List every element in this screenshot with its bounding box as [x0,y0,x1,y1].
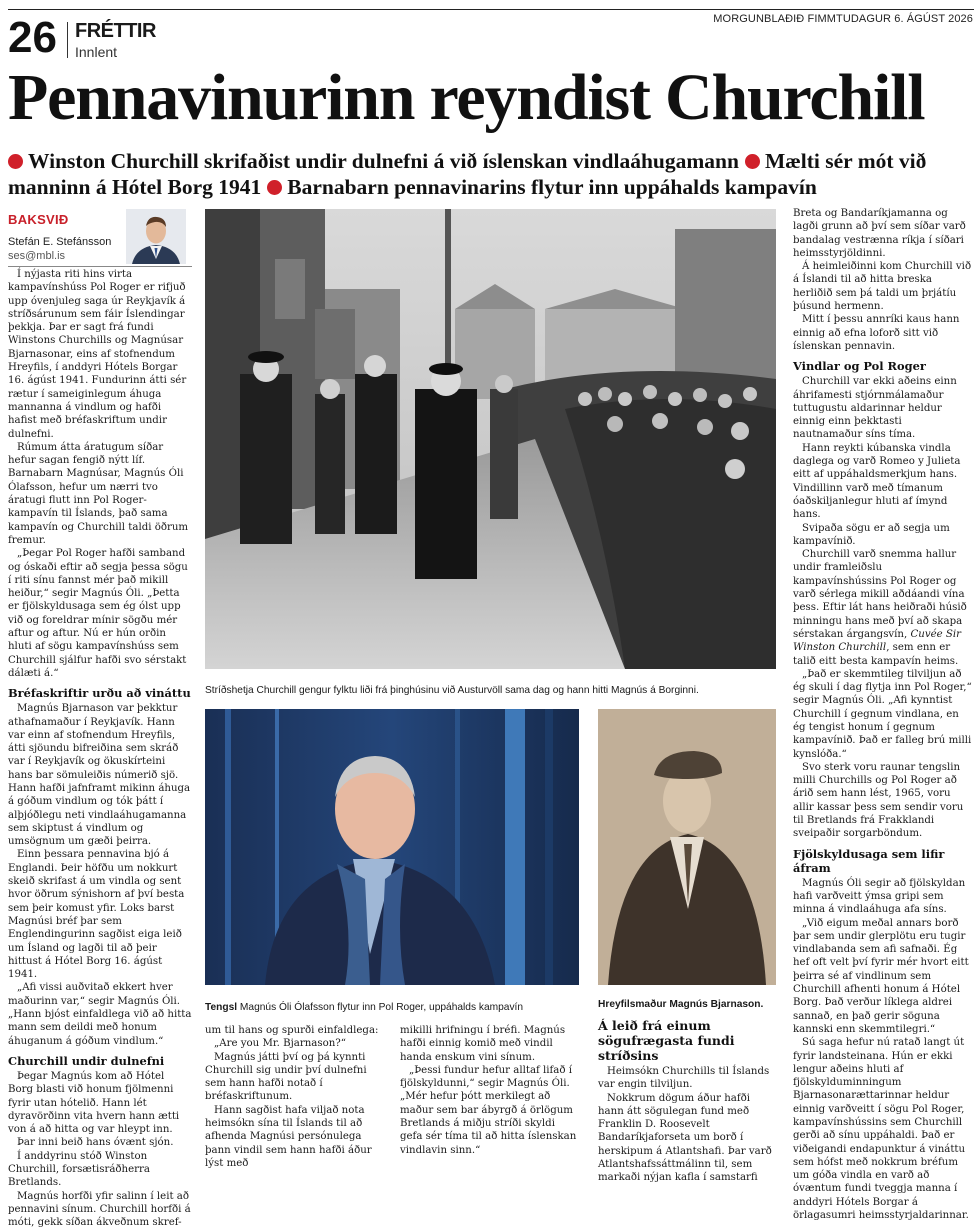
paragraph: mikilli hrifningu í bréfi. Magnús hafði einnig komið með vindil handa enskum vini sínum. [400,1025,566,1063]
main-photo-art [205,209,776,669]
author-headshot [126,209,186,264]
paragraph: Churchill var ekki aðeins einn áhrifamesti stjórnmálamaður tuttugustu aldarinnar heldur einnig einn þekktasti nautnamaður síns tíma. [793,376,957,441]
paragraph: Hann sagðist hafa viljað nota heimsókn sína til Íslands til að afhenda Magnúsi persónulega þann vindil sem hann hafði áður lýst með [205,1104,372,1169]
main-photo-churchill-walking [205,209,776,669]
byline-email[interactable]: ses@mbl.is [8,250,66,262]
subsection-label: Innlent [75,44,118,60]
paragraph: Þegar Magnús kom að Hótel Borg blasti við honum fjölmenni fyrir utan hótelið. Hann lét dyravörðinn vita hvern hann ætti von á að hitta og var hleypt inn. [8,1070,180,1136]
paragraph: Svipaða sögu er að segja um kampavínið. [793,522,950,547]
paragraph: um til hans og spurði einfaldlega: [205,1025,379,1036]
crosshead: Vindlar og Pol Roger [793,359,926,374]
paragraph: „Við eigum meðal annars borð þar sem undir glerplötu eru tugir vindlabanda sem afi safnaði. Ég hef oft velt því fyrir mér hvort eitt þeirra sé af vindlinum sem Churchill afhenti honum á Hótel Borg. Það verður líklega aldrei sannað, en það gerir söguna kannski enn skemmtilegri.“ [793,917,969,1035]
paragraph: Heimsókn Churchills til Íslands var engin tilviljun. [598,1066,770,1091]
portrait-caption [205,1001,579,1014]
paragraph: Hann reykti kúbanska vindla daglega og varð Romeo y Julieta eitt af uppáhaldsmerkjum hans. Vindillinn varð með tímanum óaðskiljanlegur hluti af ímynd hans. [793,442,961,521]
paragraph: Breta og Bandaríkjamanna og lagði grunn að því sem síðar varð bandalag vestrænna ríkja í síðari heimsstyrjöldinni. [793,208,966,259]
paragraph: Magnús Óli segir að fjölskyldan hafi varðveitt ýmsa gripi sem minna á vindlaáhuga afa síns. [793,877,966,916]
text-run-italic: Cuvée Sir Winston Churchill [793,628,961,654]
paragraph: Magnús játti því og þá kynnti Churchill sig undir því dulnefni sem hann hafði notað í bréfaskriftunum. [205,1051,367,1103]
bullet-dot-icon [8,154,23,169]
masthead-divider [67,22,68,58]
article-column-1 [8,268,192,1229]
section-label: FRÉTTIR [75,20,156,42]
bullet-dot-icon [745,154,760,169]
paragraph: Einn þessara pennavina bjó á Englandi. Þeir höfðu um nokkurt skeið skrifast á um vindla og sent hvor öðrum sýnishorn af því besta sem þeir komust yfir. Loks barst Magnúsi bréf þar sem Englendingurinn sagðist eiga leið um Ísland og lagði til að þeir hittust á Hótel Borg 16. ágúst 1941. [8,849,185,981]
paragraph: Í nýjasta riti hins virta kampavínshúss Pol Roger er rifjuð upp óvenjuleg saga úr Reykjavík á stríðsárunum sem fáir Íslendingar þekkja. Þar er sagt frá fundi Winstons Churchills og Magnúsar Bjarnasonar, eins af stofnendum Hreyfils, í anddyri Hótels Borgar 16. ágúst 1941. Fundurinn átti sér rætur í sameiginlegum áhuga mannanna á vindlum og hafði hafist með bréfaskriftum undir dulnefni. [8,269,187,440]
crosshead: Fjölskyldusaga sem lifir áfram [793,846,945,875]
subheadline [8,148,974,200]
paragraph [793,548,973,668]
paragraph: Svo sterk voru raunar tengslin milli Churchills og Pol Roger að árið sem hann lést, 1965, voru allir kassar þess sem sendir voru til Bretlands frá Frakklandi sveipaðir sorgarböndum. [793,761,964,840]
author-headshot-art [126,209,186,264]
paragraph: Magnús horfði yfir salinn í leit að pennavini sínum. Churchill horfði á móti, gekk síðan ákveðnum skref- [8,1190,191,1229]
bullet-dot-icon [267,180,282,195]
paragraph: Mitt í þessu annríki kaus hann einnig að efna loforð sitt við íslenskan pennavin. [793,314,960,352]
paragraph: „Þegar Pol Roger hafði samband og óskaði eftir að segja þessa sögu í riti sínu fannst mér það mikill heiður,“ segir Magnús Óli. „Þetta er fjölskyldusaga sem ég ólst upp við og foreldrar mínir sögðu mér aftur og aftur. Nú er hún orðin hluti af sögu kampavínshúss sem Churchill sjálfur hafði svo sérstakt dálæti á.“ [8,548,188,679]
paragraph: „Þessi fundur hefur alltaf lifað í fjölskyldunni,“ segir Magnús Óli. „Mér hefur þótt merkilegt að maður sem bar ábyrgð á örlögum Bretlands á miðju stríði skyldi gefa sér tíma til að hitta íslenskan vindlavin sinn.“ [400,1064,577,1156]
paragraph: „Það er skemmtileg tilviljun að ég skuli í dag flytja inn Pol Roger,“ segir Magnús Óli. „Afi kynntist Churchill í gegnum vindlana, en ég tengist honum í gegnum kampavínið. Það er falleg brú milli kynslóða.“ [793,668,972,760]
article-column-2 [205,1024,385,1170]
vintage-photo-art [598,709,776,985]
paragraph: „Are you Mr. Bjarnason?“ [214,1038,346,1050]
text-run: , sem enn er talið eitt besta kampavín heims. [793,642,959,667]
caption-text: Magnús Óli Ólafsson flytur inn Pol Roger, uppáhalds kampavín [239,1002,524,1013]
paragraph: Á heimleiðinni kom Churchill við á Íslandi til að hitta breska herliðið sem þá taldi um þrjátíu þúsund hermenn. [793,261,972,313]
paragraph: Magnús Bjarnason var þekktur athafnamaður í Reykjavík. Hann var einn af stofnendum Hreyfils, átti sjöundu bifreiðina sem skráð var í Reykjavík og ökuskírteini hans bar sömuleiðis númerið sjö. Hann hafði jafnframt mikinn áhuga á góðum vindlum og tók þátt í alþjóðlegu neti vindlaáhugamanna sem skiptust á vindlum og umsögnum um gæði þeirra. [8,703,191,848]
paragraph: Í anddyrinu stóð Winston Churchill, forsætisráðherra Bretlands. [8,1150,150,1189]
crosshead: Á leið frá einum sögufrægasta fundi stríðsins [598,1018,735,1063]
vintage-caption [598,998,776,1011]
subhead-item: Winston Churchill skrifaðist undir dulnefni á við íslenskan vindlaáhugamann [28,149,739,173]
article-column-3 [400,1024,580,1157]
article-column-4 [598,1018,778,1185]
headline: Pennavinurinn reyndist Churchill [8,61,925,134]
paragraph: Nokkrum dögum áður hafði hann átt sögulegan fund með Franklin D. Roosevelt Bandaríkjaforseta um borð í herskipum á Atlantshafi. Þar varð Atlantshafssáttmálinn til, sem markaði nýjan kafla í samstarfi [598,1092,772,1184]
paragraph: Þar inni beið hans óvænt sjón. [17,1137,174,1149]
dateline: MORGUNBLAÐIÐ FIMMTUDAGUR 6. ÁGÚST 2026 [713,13,973,25]
main-photo-caption: Stríðshetja Churchill gengur fylktu liði frá þinghúsinu við Austurvöll sama dag og hann hitti Magnús á Borginni. [205,685,699,696]
subhead-item: Barnabarn pennavinarins flytur inn uppáhalds kampavín [287,175,817,199]
paragraph: Rúmum átta áratugum síðar hefur sagan fengið nýtt líf. Barnabarn Magnúsar, Magnús Óli Ólafsson, hefur um nærri tvo áratugi flutt inn Pol Roger-kampavín til Íslands, það sama kampavín og Churchill taldi öðrum fremur. [8,441,189,546]
portrait-photo-art [205,709,579,985]
text-run: Churchill varð snemma hallur undir framleiðslu kampavínshússins Pol Roger og varð sérlega mikill aðdáandi vína þess. Eftir lát hans heiðraði húsið minningu hans með því að skapa sérstakan árgangsvín, [793,549,967,640]
subhead-item: Mælti sér mót við manninn á Hótel Borg 1941 [8,149,927,199]
crosshead: Bréfaskriftir urðu að vináttu [8,686,191,701]
top-rule [8,9,974,10]
byline-author: Stefán E. Stefánsson [8,236,112,248]
portrait-photo-magnus-oli [205,709,579,985]
byline-kicker: BAKSVIÐ [8,212,69,227]
paragraph: Sú saga hefur nú ratað langt út fyrir landsteinana. Hún er ekki lengur aðeins hluti af fjölskylduminningum Bjarnasonarættarinnar heldur einnig varðveitt í sögu Pol Roger, kampavínshússins sem Churchill gerði að sínu uppáhaldi. Það er viðeigandi endapunktur á vináttu sem hófst með nokkrum bréfum um góða vindla en varð að óvæntum fundi tveggja manna í anddyri Hótels Borgar á örlagasumri heimsstyrjaldarinnar. [793,1037,969,1222]
article-column-5 [793,207,973,1222]
byline-divider [8,266,192,267]
vintage-photo-magnus-bjarnason [598,709,776,985]
crosshead: Churchill undir dulnefni [8,1053,165,1068]
paragraph: „Afi vissi auðvitað ekkert hver maðurinn var,“ segir Magnús Óli. „Hann bjóst einfaldlega við að hitta mann sem deildi með honum áhuganum á góðum vindlum.“ [8,982,192,1047]
page-number: 26 [8,13,57,62]
caption-label: Tengsl [205,1002,238,1013]
caption-text: Hreyfilsmaður Magnús Bjarnason. [598,999,764,1010]
